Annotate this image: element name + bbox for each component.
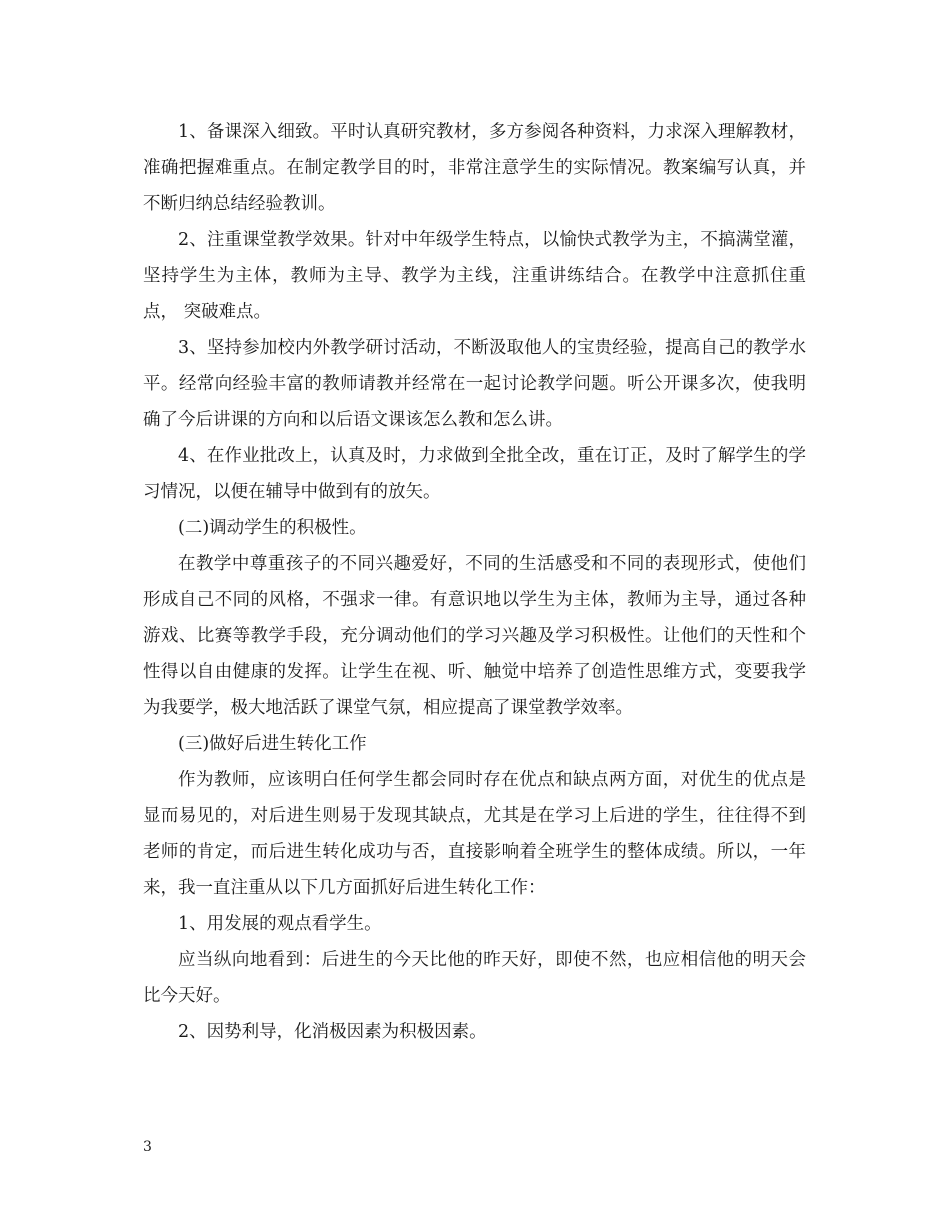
paragraph-lesson-prep: 1、备课深入细致。平时认真研究教材，多方参阅各种资料，力求深入理解教材，准确把握难重点。在制定教学目的时，非常注意学生的实际情况。教案编写认真，并不断归纳总结经验教训。 [143, 122, 806, 214]
paragraph-classroom-effect: 2、注重课堂教学效果。针对中年级学生特点，以愉快式教学为主，不搞满堂灌，坚持学生为主体，教师为主导、教学为主线，注重讲练结合。在教学中注意抓住重点， 突破难点。 [143, 230, 806, 322]
paragraph-teaching-research: 3、坚持参加校内外教学研讨活动，不断汲取他人的宝贵经验，提高自己的教学水平。经常向经验丰富的教师请教并经常在一起讨论教学问题。听公开课多次，使我明确了今后讲课的方向和以后语文课该怎么教和怎么讲。 [143, 338, 806, 430]
document-body [143, 114, 806, 1050]
section-heading-struggling-students: (三)做好后进生转化工作 [178, 734, 367, 754]
paragraph-vertical-comparison: 应当纵向地看到：后进生的今天比他的昨天好，即使不然，也应相信他的明天会比今天好。 [143, 950, 806, 1006]
paragraph-student-interest: 在教学中尊重孩子的不同兴趣爱好，不同的生活感受和不同的表现形式，使他们形成自己不同的风格，不强求一律。有意识地以学生为主体，教师为主导，通过各种游戏、比赛等教学手段，充分调动他们的学习兴趣及学习积极性。让他们的天性和个性得以自由健康的发挥。让学生在视、听、触觉中培养了创造性思维方式，变要我学为我要学，极大地活跃了课堂气氛，相应提高了课堂教学效率。 [143, 554, 806, 718]
paragraph-guidance: 2、因势利导，化消极因素为积极因素。 [178, 1022, 487, 1042]
paragraph-homework-correction: 4、在作业批改上，认真及时，力求做到全批全改，重在订正，及时了解学生的学习情况，以便在辅导中做到有的放矢。 [143, 446, 806, 502]
page-number: 3 [143, 1139, 152, 1155]
paragraph-development-view: 1、用发展的观点看学生。 [178, 914, 382, 934]
paragraph-teacher-perspective: 作为教师，应该明白任何学生都会同时存在优点和缺点两方面，对优生的优点是显而易见的，对后进生则易于发现其缺点，尤其是在学习上后进的学生，往往得不到老师的肯定，而后进生转化成功与否，直接影响着全班学生的整体成绩。所以，一年来，我一直注重从以下几方面抓好后进生转化工作： [143, 770, 806, 898]
section-heading-motivation: (二)调动学生的积极性。 [178, 518, 367, 538]
